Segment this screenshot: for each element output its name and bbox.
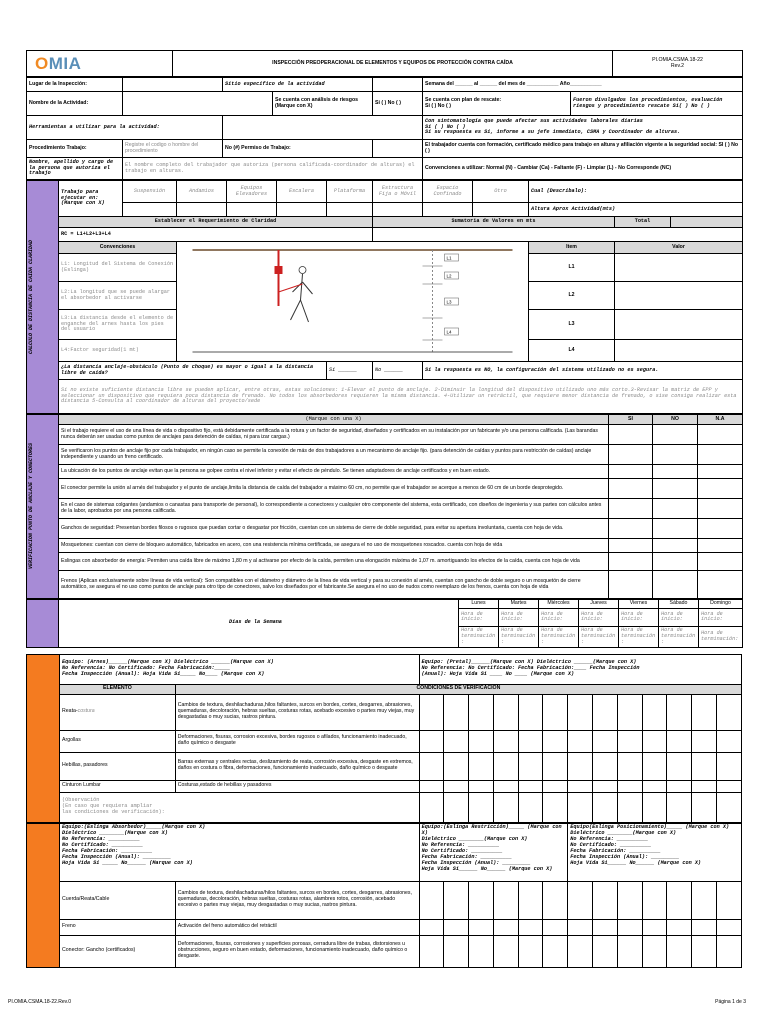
check-si[interactable] (609, 445, 653, 465)
verificacion-row: En el caso de sistemas colgantes (andamios o canastas para transporte de personal), lo correspondiente a conectores y cualquier otro componente del sistema, esta certificado, con diseños de ingenieria y sus partes con cálculos antes de la labor, aprobados por una persona calificada. (59, 499, 609, 519)
total-header: Total (615, 217, 671, 228)
inspection-form (26, 50, 742, 968)
check-si[interactable] (609, 499, 653, 519)
trabajo-mark-4[interactable] (277, 203, 327, 217)
eslinga-posicionamiento-info[interactable]: Equipo(Eslinga Posicionamiento)_____ (Marque con X) Dieléctrico ________(Marque con X) No Referencia: __________ No Certificado: __________ Fecha Fabricación: __________ Fecha Inspección (Anual): _________ Hoja Vida Si______ No______ (Marque con X) (568, 823, 742, 881)
elemento-name: Hebillas, pasadores (60, 752, 176, 780)
item-l2: L2 (529, 282, 615, 310)
check-na[interactable] (698, 465, 743, 479)
check-na[interactable] (698, 519, 743, 539)
trabajo-option-escalera[interactable]: Escalera (277, 181, 327, 203)
check-si[interactable] (609, 519, 653, 539)
check-no[interactable] (653, 553, 698, 571)
alternativas-nota: Si no existe suficiente distancia libre se pueden aplicar, entre otras, estas soluciones: 1-Elevar el punto de anclaje. 2-Diminuir la longitud del dispositivo utilizado uno más corto.3-Revisar la matriz de EPP y seleccionar un dispositivo que requiera poca distancia de frenado. No todos los absorbedores requieren la misma distancia. 4-Utilizar un retráctil, que requiere menor distancia de frenado, o sise consiga realizar esta distancia 5-Consulta al coordinador de alturas del proyecto/sede (59, 380, 743, 414)
procedimiento-field[interactable]: Registre el codigo o hombre del procedimiento (123, 140, 223, 158)
check-si[interactable] (609, 553, 653, 571)
pregunta-distancia: ¿La distancia anclaje-obstáculo (Punto de choque) es mayor o igual a la distancia libre de caída? (59, 362, 327, 380)
fin-field[interactable]: Hora de terminación: (539, 626, 579, 647)
respuesta-no-nota: Si la respuesta es NO, la configuración del sistema utilizado no es segura. (423, 362, 743, 380)
no-header: NO (653, 415, 698, 425)
day-jueves: Jueves (579, 600, 619, 609)
sumatoria-header: Sumatoria de Valores en mts (373, 217, 615, 228)
inicio-field[interactable]: Hora de inicio: (459, 608, 499, 626)
actividad-field[interactable] (123, 92, 273, 116)
check-no[interactable] (653, 479, 698, 499)
equipo-arnes (26, 654, 742, 823)
fin-field[interactable]: Hora de terminación: (699, 626, 743, 647)
equipo-side-band (27, 654, 60, 822)
verificacion-row: Si el trabajo requiere el uso de una línea de vida o dispositivo fijo, está debidamente certificada a la rotura y un factor de seguridad, diseñados y certificados en su instalación por un fabricante y/o una persona calificada. (Las barandas nunca deberán ser usadas como puntos de anclajes para detención de caídas, ni para izar cargas.) (59, 425, 609, 445)
verificacion-anclaje (26, 414, 743, 599)
general-info (26, 77, 743, 180)
valor-header: Valor (615, 242, 743, 254)
elemento-condicion: Costuras,estado de hebillas y pasadores (175, 780, 419, 792)
trabajo-mark-6[interactable] (373, 203, 423, 217)
inicio-field[interactable]: Hora de inicio: (619, 608, 659, 626)
verificacion-row: Frenos (Aplican exclusivamente sobre líneas de vida vertical): Son compatibles con el diámetro y diámetro de la línea de vida vertical y para su conexión al arnés, cuentan con gancho de doble seguro o un mosquetón de cierre automático, se asegura el no uso como puntos de anclaje para otro tipo de conectores, salvo los diseñados por el fabricante.Se asegura el no uso de nudos como reemplazo de los frenos, cuenta con hoja de vida (59, 571, 609, 599)
divulgados-cell[interactable]: Fueron divulgados los procedimientos, evaluación riesgos y procedimiento rescate Si( ) No ( ) (571, 92, 743, 116)
elemento-name: Conector: Gancho (certificados) (60, 935, 176, 967)
nombre-autoriza-field[interactable]: El nombre completo del trabajador que autoriza (persona calificada-coordinador de alturas) el trabajo en alturas. (123, 158, 423, 180)
check-no[interactable] (653, 539, 698, 553)
form-code: PI.OMIA.CSMA.18-22 Rev.2 (613, 51, 743, 77)
trabajo-label: Trabajo para ejecutar en: (Marque con X) (59, 181, 123, 217)
check-si[interactable] (609, 539, 653, 553)
lugar-field[interactable] (123, 78, 223, 92)
verificacion-row: Ganchos de seguridad: Presentan bordes filosos o rugosos que puedan cortar o desgastar por fricción, cuentan con un sistema de cierre de doble seguridad, para evitar su apertura involuntaria, cuenta con hoja de vida. (59, 519, 609, 539)
trabajo-mark-8[interactable] (473, 203, 529, 217)
fin-field[interactable]: Hora de terminación: (499, 626, 539, 647)
check-no[interactable] (653, 499, 698, 519)
check-no[interactable] (653, 465, 698, 479)
trabajo-mark-3[interactable] (227, 203, 277, 217)
claridad-section (26, 180, 743, 414)
check-na[interactable] (698, 571, 743, 599)
trabajo-option-otro[interactable]: Otro (473, 181, 529, 203)
check-si[interactable] (609, 425, 653, 445)
check-na[interactable] (698, 425, 743, 445)
diagram-label-l2: L2 (446, 273, 452, 279)
elemento-name: Cinturon Lumbar (60, 780, 176, 792)
day-domingo: Domingo (699, 600, 743, 609)
trabajo-option-suspension[interactable]: Suspensión (123, 181, 177, 203)
item-l1: L1 (529, 254, 615, 282)
equipo-eslingas (26, 823, 742, 968)
trabajo-mark-7[interactable] (423, 203, 473, 217)
inicio-field[interactable]: Hora de inicio: (659, 608, 699, 626)
pregunta-si[interactable]: Si ______ (327, 362, 373, 380)
day-martes: Martes (499, 600, 539, 609)
elemento-condicion: Barras externas y centrales rectas, deslizamiento de reata, corrosión excesiva, desgaste en extremos, daños en costura o fibra, deformaciones, funcionamiento inadecuado, daño químico o desgaste (175, 752, 419, 780)
formula: RC = L1+L2+L3+L4 (59, 228, 373, 242)
trabajo-option-estructura[interactable]: Estructura Fija o Móvil (373, 181, 423, 203)
arnes-info[interactable]: Equipo: (Arnes)______(Marque con X) Dieléctrico ______(Marque con X) No Referencia: No Certificado: Fecha Fabricación:_____ Fecha Inspección (Anual): Hoja Vida Si_____ No____ (Marque con X) (60, 654, 420, 684)
convencion-l4: L4:Factor seguridad(1 mt) (59, 340, 177, 362)
elemento-name: Reata-costura (60, 694, 176, 730)
equipo2-side-band (27, 823, 60, 967)
fin-field[interactable]: Hora de terminación: (659, 626, 699, 647)
valor-l3[interactable] (615, 310, 743, 340)
elemento-condicion: Deformaciones, fisuras, corrosion excesiva, bordes rugosos o afilados, funcionamiento inadecuado, daño químico o desgaste (175, 730, 419, 752)
day-sabado: Sábado (659, 600, 699, 609)
marque-header: (Marque con una X) (59, 415, 609, 425)
analisis-si-no[interactable]: Si ( ) No ( ) (373, 92, 423, 116)
altura-field[interactable]: Altura Aprox Actividad(mts) (529, 203, 743, 217)
claridad-side-label: CALCULO DE DISTANCIA DE CAIDA CLARIDAD (27, 181, 59, 414)
day-viernes: Viernes (619, 600, 659, 609)
eslinga-absorbedor-info[interactable]: Equipo:(Eslinga Absorbedor)_____(Marque con X) Dieléctrico ________(Marque con X) No Referencia: __________ No Certificado: __________ Fecha Fabricación: __________ Fecha Inspección (Anual): _________ Hoja Vida Si _____ No______ (Marque con X) (60, 823, 420, 881)
trabajo-mark-1[interactable] (123, 203, 177, 217)
inicio-field[interactable]: Hora de inicio: (699, 608, 743, 626)
diagram-label-l1: L1 (446, 255, 452, 261)
formula-field[interactable] (373, 228, 743, 242)
herramientas-label: Herramientas a utilizar para la actividad: (27, 116, 223, 140)
trabajo-mark-2[interactable] (177, 203, 227, 217)
trabajo-option-espacio-confinado[interactable]: Espacio Confinado (423, 181, 473, 203)
verificacion-row: Mosquetones: cuentan con cierre de bloqueo automático, fabricados en acero, con una resistencia mínima certificada, se asegura el no uso de mosquetones roscados. cuenta con hoja de vida (59, 539, 609, 553)
dias-label: Dias de la Semana (59, 600, 459, 648)
permiso-label: No (#) Permiso de Trabajo: (223, 140, 373, 158)
check-na[interactable] (698, 479, 743, 499)
verificacion-row: Se verificaron los puntos de anclaje fijo por cada trabajador, en ningún caso se permite la conexión de más de dos trabajadores a un mecanismo de anclaje fijo. (para detención de caídas y puntos para restricción de caídas) anclaje independiente y usando un freno certificado. (59, 445, 609, 465)
permiso-field[interactable] (373, 140, 423, 158)
trabajo-option-elevadores[interactable]: Equipos Elevadores (227, 181, 277, 203)
item-l3: L3 (529, 310, 615, 340)
footer-page: Página 1 de 3 (715, 999, 746, 1005)
check-na[interactable] (698, 539, 743, 553)
check-si[interactable] (609, 571, 653, 599)
elemento-condicion: Cambios de textura, deshilachaduras,hilos faltantes, surcos en bordes, cortes, desgarres, abrasiones, quemaduras, decoloración, hebras sueltas, costuras rotas, acebado excesivo o partes muy viejas, muy desgastadas o muy sucias, rastros pintura. (175, 694, 419, 730)
requerimiento-header: Establecer el Requerimiento de Claridad (59, 217, 373, 228)
convenciones-label: Convenciones a utilizar: Normal (N) - Cambiar (Ca) - Faltante (F) - Limpiar (L) - No Corresponde (NC) (423, 158, 743, 180)
check-no[interactable] (653, 571, 698, 599)
nombre-autoriza-label: Nombre, apellido y cargo de la persona que autoriza el trabajo (27, 158, 123, 180)
footer-code: PI.OMIA.CSMA.18-22.Rev.0 (8, 999, 71, 1005)
sintomatologia-cell[interactable]: Con sintomatología que puede afectar sus actividades laborales diarias Si ( ) No ( ) Si su respuesta es Si, informe a su jefe inmediato, CSMA y Coordinador de alturas. (423, 116, 743, 140)
lugar-label: Lugar de la Inspección: (27, 78, 123, 92)
verificacion-row: La ubicación de los puntos de anclaje evitan que la persona se golpee contra el nivel inferior y evitar el efecto de péndulo. Se tienen adaptadores de anclaje certificados y en buen estado. (59, 465, 609, 479)
fall-diagram-svg (179, 244, 526, 356)
inicio-field[interactable]: Hora de inicio: (539, 608, 579, 626)
eslinga-restriccion-info[interactable]: Equipo:(Eslinga Restricción)_____ (Marque con X) Dieléctrico ________(Marque con X) No Referencia: __________ No Certificado: __________ Fecha Fabricación: __________ Fecha Inspección (Anual): _________ Hoja Vida Si______ No______ (Marque con X) (419, 823, 568, 881)
check-no[interactable] (653, 425, 698, 445)
herramientas-field[interactable] (223, 116, 423, 140)
plan-rescate-cell[interactable]: Se cuenta con plan de rescate: Si ( ) No ( ) (423, 92, 571, 116)
elemento-name: Cuerda/Reata/Cable (60, 881, 176, 919)
check-na[interactable] (698, 445, 743, 465)
check-si[interactable] (609, 465, 653, 479)
check-na[interactable] (698, 553, 743, 571)
trabajo-option-plataforma[interactable]: Plataforma (327, 181, 373, 203)
elemento-condicion: Deformaciones, fisuras, corrosiones y superficies porosas, cerradura libre de trabas, distorsiones u obstrucciones, seguro en buen estado, deformaciones, funcionamiento inadecuado, daño químico o desgaste. (175, 935, 419, 967)
fin-field[interactable]: Hora de terminación: (619, 626, 659, 647)
diagram-label-l4: L4 (446, 329, 452, 335)
trabajo-option-andamios[interactable]: Andamios (177, 181, 227, 203)
fall-clearance-diagram (177, 242, 529, 362)
sitio-field[interactable] (373, 78, 423, 92)
total-field[interactable] (671, 217, 743, 228)
procedimiento-label: Procedimiento Trabajo: (27, 140, 123, 158)
verificacion-row: Eslingas con absorbedor de energía: Permiten una caída libre de máximo 1,80 m y al activarse por efecto de la caída, permiten una elongación máxima de 1,07 m. amortiguando los efectos de la caída, cuenta con hoja de vida (59, 553, 609, 571)
na-header: N.A (698, 415, 743, 425)
company-logo: OMIA (27, 51, 173, 77)
semana-label[interactable]: Semana del ______ al ______ del mes de ___________ Año___________ (423, 78, 743, 92)
elemento-name: Argollas (60, 730, 176, 752)
pretal-info[interactable]: Equipo: (Pretal)______(Marque con X) Dieléctrico ______(Marque con X) No Referencia: No Certificado: Fecha Fabricación:____ Fecha Inspección (Anual): Hoja Vida Si ____ No ____ (Marque con X) (419, 654, 741, 684)
trabajo-mark-5[interactable] (327, 203, 373, 217)
day-miercoles: Miércoles (539, 600, 579, 609)
condiciones-header: CONDICIONES DE VERIFICACIÓN (175, 684, 741, 694)
elemento-name: Freno (60, 919, 176, 935)
fin-field[interactable]: Hora de terminación: (459, 626, 499, 647)
elemento-header: ELEMENTO (60, 684, 176, 694)
form-header (26, 50, 743, 77)
day-lunes: Lunes (459, 600, 499, 609)
check-no[interactable] (653, 445, 698, 465)
observacion-field[interactable]: (Observación (En caso que requiera ampliar las condiciones de verificación): (60, 792, 420, 822)
dias-semana (26, 599, 743, 648)
valor-l4[interactable] (615, 340, 743, 362)
elemento-condicion: Cambios de textura, deshilachaduras/hilos faltantes, surcos en bordes, cortes, desgarres, abrasiones, quemaduras, decoloración, hebras sueltas, costuras rotas, alambres rotos, corrosión, acebado excesivo o partes muy viejas, muy desgastadas o muy sucias, rastros pintura. (175, 881, 419, 919)
si-header: SI (609, 415, 653, 425)
verificacion-row: El conector permite la unión al arnés del trabajador y el punto de anclaje,limita la distancia de caída del trabajador a máximo 60 cm, no permite que el trabajador se acerque a menos de 60 cm de un borde desprotegido. (59, 479, 609, 499)
form-title: INSPECCIÓN PREOPERACIONAL DE ELEMENTOS Y EQUIPOS DE PROTECCIÓN CONTRA CAÍDA (173, 51, 613, 77)
verificacion-side-label: VERIFICACION PUNTO DE ANCLAJE Y CONECTORES (27, 415, 59, 599)
check-no[interactable] (653, 519, 698, 539)
sitio-label: Sitio especifico de la actividad (223, 78, 373, 92)
convencion-l2: L2:La longitud que se puede alargar el absorbedor al activarse (59, 282, 177, 310)
check-na[interactable] (698, 499, 743, 519)
diagram-label-l3: L3 (446, 299, 452, 305)
analisis-riesgos-label: Se cuenta con análisis de riesgos (Marque con X) (273, 92, 373, 116)
fin-field[interactable]: Hora de terminación: (579, 626, 619, 647)
inicio-field[interactable]: Hora de inicio: (499, 608, 539, 626)
convencion-l3: L3:La distancia desde el elemento de enganche del arnes hasta los pies del usuario (59, 310, 177, 340)
dias-side-band (27, 600, 59, 648)
actividad-label: Nombre de la Actividad: (27, 92, 123, 116)
cual-field[interactable]: Cual (Describalo): (529, 181, 743, 203)
convenciones-header: Convenciones (59, 242, 177, 254)
valor-l1[interactable] (615, 254, 743, 282)
item-l4: L4 (529, 340, 615, 362)
convencion-l1: L1: Longitud del Sistema de Conexión (Eslinga) (59, 254, 177, 282)
inicio-field[interactable]: Hora de inicio: (579, 608, 619, 626)
check-si[interactable] (609, 479, 653, 499)
certificado-cell[interactable]: El trabajador cuenta con formación, certificado médico para trabajo en altura y afiliación vigente a la seguridad social: SI ( ) No ( ) (423, 140, 743, 158)
item-header: Item (529, 242, 615, 254)
valor-l2[interactable] (615, 282, 743, 310)
pregunta-no[interactable]: No ______ (373, 362, 423, 380)
elemento-condicion: Activación del freno automático del retráctil (175, 919, 419, 935)
